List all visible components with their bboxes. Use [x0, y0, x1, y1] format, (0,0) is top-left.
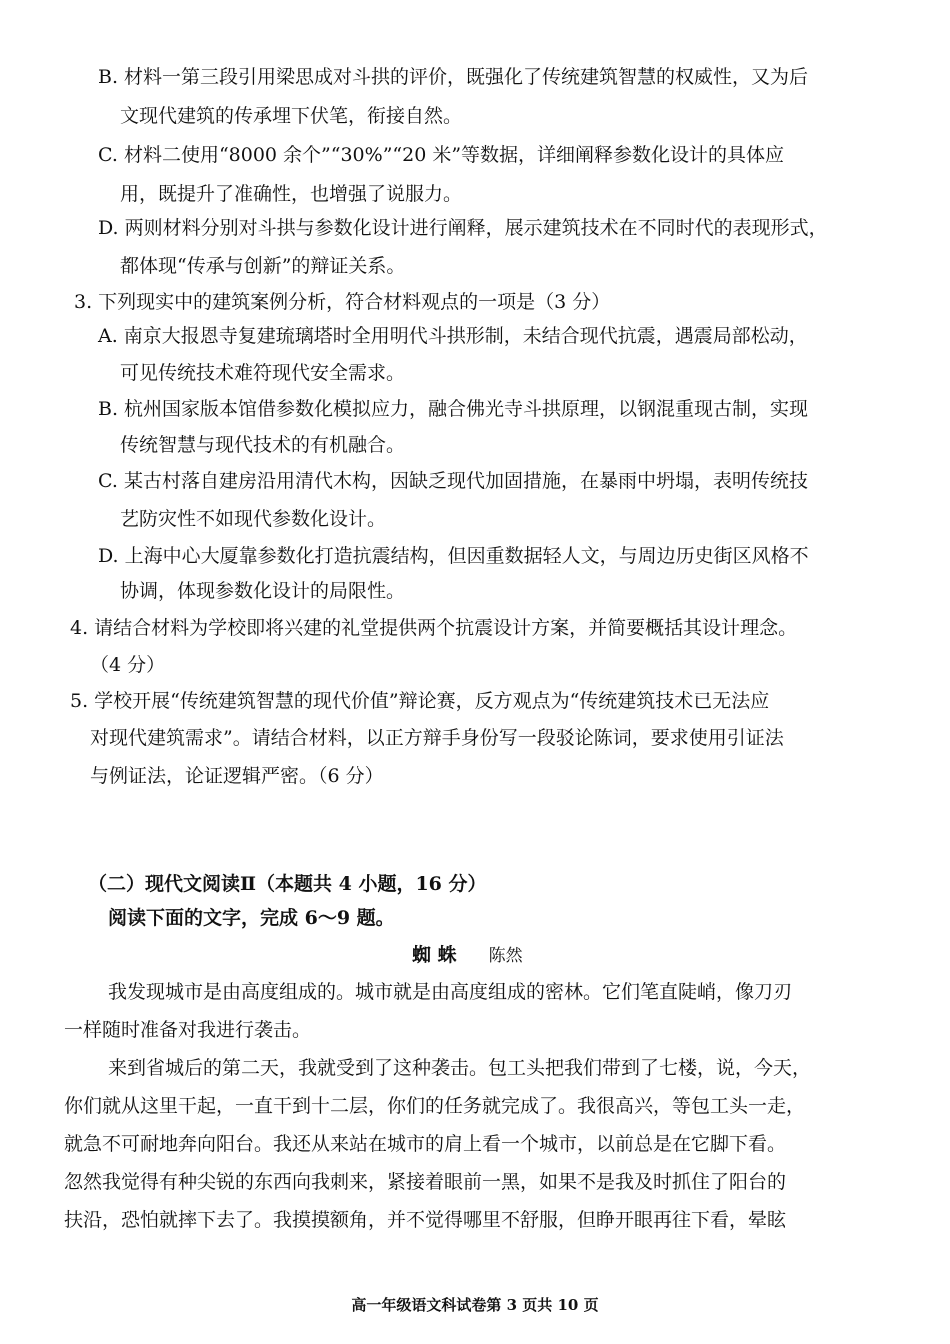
section-heading: （二）现代文阅读Ⅱ（本题共 4 小题，16 分） — [88, 873, 487, 895]
q5-line1: 5. 学校开展“传统建筑智慧的现代价值”辩论赛，反方观点为“传统建筑技术已无法应 — [70, 690, 770, 712]
story-line-1: 我发现城市是由高度组成的。城市就是由高度组成的密林。它们笔直陡峭，像刀刃 — [108, 981, 793, 1003]
q2-option-d-line1: D. 两则材料分别对斗拱与参数化设计进行阐释，展示建筑技术在不同时代的表现形式， — [98, 217, 828, 239]
q5-line2: 对现代建筑需求”。请结合材料，以正方辩手身份写一段驳论陈词，要求使用引证法 — [90, 727, 784, 749]
q4-line1: 4. 请结合材料为学校即将兴建的礼堂提供两个抗震设计方案，并简要概括其设计理念。 — [70, 617, 798, 639]
story-line-4: 你们就从这里干起，一直干到十二层，你们的任务就完成了。我很高兴，等包工头一走， — [64, 1095, 806, 1117]
q3-option-b-line1: B. 杭州国家版本馆借参数化模拟应力，融合佛光寺斗拱原理，以钢混重现古制，实现 — [98, 398, 809, 420]
story-author: 陈然 — [488, 946, 523, 966]
q3-option-c-line2: 艺防灾性不如现代参数化设计。 — [120, 508, 387, 530]
q4-line2: （4 分） — [90, 654, 166, 676]
q2-option-b-line2: 文现代建筑的传承埋下伏笔，衔接自然。 — [120, 105, 463, 127]
story-line-6: 忽然我觉得有种尖锐的东西向我刺来，紧接着眼前一黑，如果不是我及时抓住了阳台的 — [64, 1171, 787, 1193]
q3-option-d-line1: D. 上海中心大厦靠参数化打造抗震结构，但因重数据轻人文，与周边历史街区风格不 — [98, 545, 809, 567]
q3-option-b-line2: 传统智慧与现代技术的有机融合。 — [120, 434, 406, 456]
q3-option-a-line2: 可见传统技术难符现代安全需求。 — [120, 362, 406, 384]
story-title-block — [412, 943, 523, 968]
q2-option-d-line2: 都体现“传承与创新”的辩证关系。 — [120, 255, 406, 277]
page-footer: 高一年级语文科试卷第 3 页共 10 页 — [351, 1296, 599, 1314]
q2-option-b-line1: B. 材料一第三段引用梁思成对斗拱的评价，既强化了传统建筑智慧的权威性，又为后 — [98, 66, 809, 88]
q2-option-c-line1: C. 材料二使用“8000 余个”“30%”“20 米”等数据，详细阐释参数化设计的具体应 — [98, 144, 785, 166]
q5-line3: 与例证法，论证逻辑严密。（6 分） — [90, 765, 384, 787]
story-title: 蜘 蛛 — [412, 944, 457, 966]
section-instruction: 阅读下面的文字，完成 6～9 题。 — [108, 907, 395, 929]
q3-option-c-line1: C. 某古村落自建房沿用清代木构，因缺乏现代加固措施，在暴雨中坍塌，表明传统技 — [98, 470, 808, 492]
story-line-5: 就急不可耐地奔向阳台。我还从来站在城市的肩上看一个城市，以前总是在它脚下看。 — [64, 1133, 787, 1155]
story-line-3: 来到省城后的第二天，我就受到了这种袭击。包工头把我们带到了七楼，说，今天， — [108, 1057, 812, 1079]
q3-option-d-line2: 协调，体现参数化设计的局限性。 — [120, 580, 406, 602]
q3-stem: 3. 下列现实中的建筑案例分析，符合材料观点的一项是（3 分） — [74, 291, 611, 313]
story-line-7: 扶沿，恐怕就摔下去了。我摸摸额角，并不觉得哪里不舒服，但睁开眼再往下看，晕眩 — [64, 1209, 787, 1231]
q2-option-c-line2: 用，既提升了准确性，也增强了说服力。 — [120, 183, 463, 205]
story-line-2: 一样随时准备对我进行袭击。 — [64, 1019, 312, 1041]
q3-option-a-line1: A. 南京大报恩寺复建琉璃塔时全用明代斗拱形制，未结合现代抗震，遇震局部松动， — [98, 325, 808, 347]
